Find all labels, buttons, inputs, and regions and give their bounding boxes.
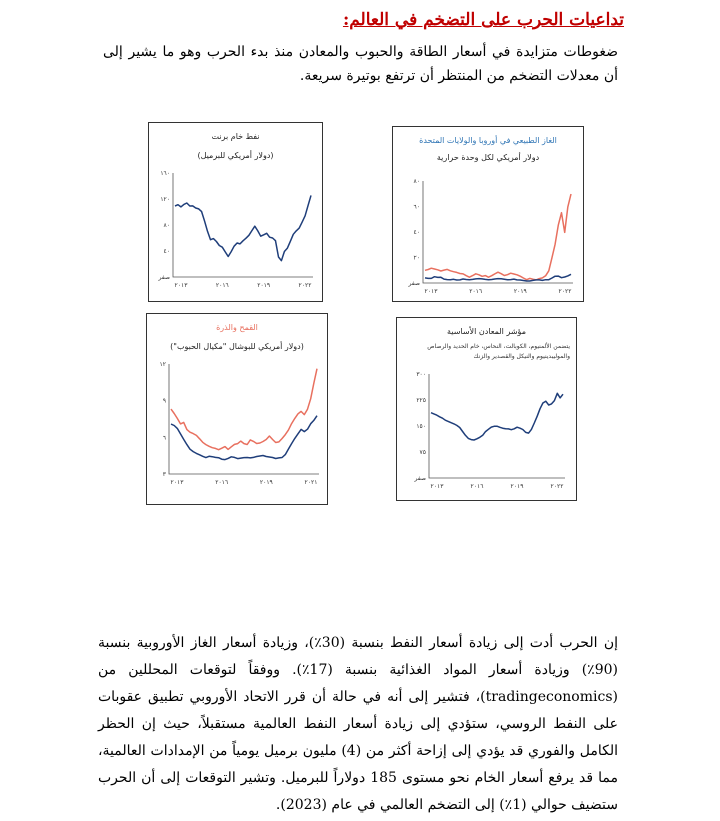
x-tick-label: ٢٠١٩ <box>510 483 524 490</box>
heading: تداعيات الحرب على التضخم في العالم: <box>342 10 624 30</box>
x-tick-label: ٢٠١٩ <box>259 479 273 486</box>
y-tick-label: صفر <box>414 475 426 482</box>
series-line-أوروبا <box>425 194 571 280</box>
x-tick-label: ٢٠١٦ <box>470 483 484 490</box>
chart-svg <box>397 318 576 500</box>
y-tick-label: ٤٠ <box>413 229 420 236</box>
y-tick-label: ٩ <box>162 397 166 405</box>
series-line-الولايات المتحدة <box>425 274 571 281</box>
chart-subtitle: يتضمن الألمنيوم، الكوبالت، النحاس، خام الحديد والرصاص والموليبدينيوم والنيكل والقصدير والزنك <box>427 343 570 360</box>
chart-svg <box>147 314 327 504</box>
chart-wheat-corn <box>146 313 328 505</box>
x-tick-label: ٢٠١٩ <box>257 282 271 289</box>
x-tick-label: ٢٠١٣ <box>430 483 444 490</box>
x-tick-label: ٢٠١٦ <box>215 282 229 289</box>
x-tick-label: ٢٠١٣ <box>170 479 184 486</box>
chart-metals <box>396 317 577 501</box>
y-tick-label: ٦٠ <box>413 203 420 211</box>
x-tick-label: ٢٠٢٢ <box>550 483 564 490</box>
y-tick-label: صفر <box>408 280 420 287</box>
axis-line <box>423 181 573 283</box>
y-tick-label: ٦ <box>162 434 166 442</box>
series-line-المعادن <box>431 393 563 440</box>
y-tick-label: ٣ <box>162 471 166 478</box>
chart-svg <box>393 127 583 301</box>
chart-subtitle: (دولار أمريكي للبرميل) <box>197 151 274 160</box>
chart-title: مؤشر المعادن الأساسية <box>447 327 526 336</box>
chart-natural-gas <box>392 126 584 302</box>
axis-line <box>173 173 313 277</box>
chart-svg <box>149 123 322 301</box>
x-tick-label: ٢٠١٣ <box>174 282 188 289</box>
y-tick-label: ١٥٠ <box>416 423 426 430</box>
x-tick-label: ٢٠٢٢ <box>298 282 312 289</box>
body-paragraph: إن الحرب أدت إلى زيادة أسعار النفط بنسبة (30٪)، وزيادة أسعار الغاز الأوروبية بنسبة (90٪) وزيادة أسعار المواد الغذائية بنسبة (17٪). ووفقاً لتوقعات المحللين من (tradingeconomics)، فتشير إلى أنه في حالة أن قرر الاتحاد الأوروبي تطبيق عقوبات على النفط الروسي، ستؤدي إلى زيادة أسعار النفط العالمية مستقبلاً، حيث إن الحظر الكامل والفوري قد يؤدي إلى إزاحة أكثر من (4) مليون برميل يومياً من الإمدادات العالمية، مما قد يرفع أسعار الخام نحو مستوى 185 دولاراً للبرميل. وتشير التوقعات إلى أن الحرب ستضيف حوالي (1٪) إلى التضخم العالمي في عام (2023). <box>98 635 618 813</box>
x-tick-label: ٢٠١٣ <box>424 288 438 295</box>
chart-title: نفط خام برنت <box>211 132 260 141</box>
x-tick-label: ٢٠١٦ <box>469 288 483 295</box>
x-tick-label: ٢٠٢١ <box>304 479 318 486</box>
series-line-برنت <box>175 195 311 260</box>
y-tick-label: ٢٠ <box>413 254 420 262</box>
y-tick-label: ١٢ <box>159 361 166 368</box>
chart-subtitle: دولار أمريكي لكل وحدة حرارية <box>436 153 540 162</box>
chart-title: القمح والذرة <box>216 323 258 332</box>
y-tick-label: ٨٠ <box>163 222 170 229</box>
x-tick-label: ٢٠٢٢ <box>558 288 572 295</box>
y-tick-label: ٧٥ <box>419 449 426 456</box>
chart-subtitle: (دولار أمريكي للبوشال "مكيال الحبوب") <box>170 342 304 351</box>
x-tick-label: ٢٠١٩ <box>513 288 527 295</box>
y-tick-label: ٨٠ <box>413 178 420 185</box>
y-tick-label: ١٢٠ <box>160 196 170 203</box>
y-tick-label: ٢٢٥ <box>416 397 426 404</box>
chart-title: الغاز الطبيعي في أوروبا والولايات المتحدة <box>419 136 557 145</box>
series-line-الذرة <box>171 416 317 460</box>
x-tick-label: ٢٠١٦ <box>215 479 229 486</box>
y-tick-label: صفر <box>158 274 170 281</box>
y-tick-label: ٣٠٠ <box>416 371 426 378</box>
intro-paragraph: ضغوطات متزايدة في أسعار الطاقة والحبوب والمعادن منذ بدء الحرب وهو ما يشير إلى أن معدلات التضخم من المنتظر أن ترتفع بوتيرة سريعة. <box>103 44 618 84</box>
chart-brent <box>148 122 323 302</box>
y-tick-label: ١٦٠ <box>160 170 170 177</box>
y-tick-label: ٤٠ <box>163 248 170 255</box>
